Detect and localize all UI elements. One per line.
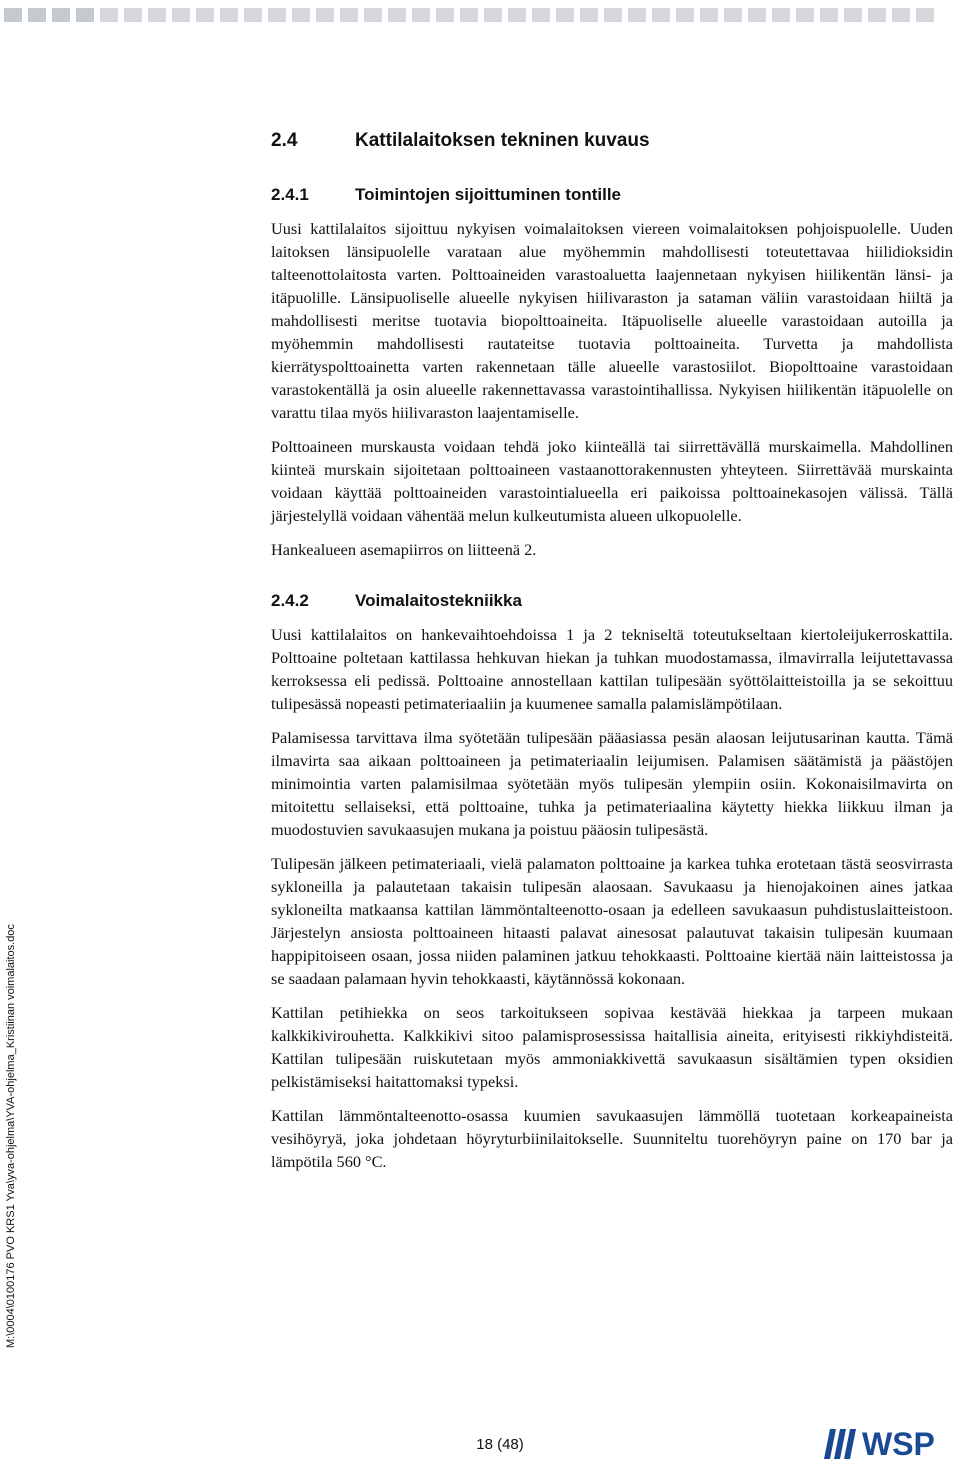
subsection-number: 2.4.2 xyxy=(271,591,309,610)
subsection-title: Toimintojen sijoittuminen tontille xyxy=(355,185,621,204)
section-heading xyxy=(271,130,953,152)
subsection-number: 2.4.1 xyxy=(271,185,309,204)
section-title: Kattilalaitoksen tekninen kuvaus xyxy=(355,130,650,151)
paragraph: Kattilan petihiekka on seos tarkoitukseen sopivaa kestävää hiekkaa ja tarpeen mukaan kalkkikivirouhetta. Kalkkikivi sitoo palamisprosessissa haitallisia aineita, erityisesti rikkiyhdisteitä. Kattilan tulipesään ruiskutetaan myös ammoniakkivettä savukaasun sisältämien typen oksidien pelkistämiseksi haitattomaksi typeksi. xyxy=(271,1003,953,1091)
document-body xyxy=(271,130,953,1173)
paragraph: Hankealueen asemapiirros on liitteenä 2. xyxy=(271,540,537,559)
page-number: 18 (48) xyxy=(476,1436,524,1453)
wsp-logo xyxy=(824,1424,956,1464)
paragraph: Uusi kattilalaitos sijoittuu nykyisen voimalaitoksen viereen voimalaitoksen pohjoispuolelle. Uuden laitoksen länsipuolelle varataan alue myöhemmin mahdollisesti toteutettavaa hiilidioksidin talteenottolaitosta varten. Polttoaineiden varastoaluetta laajennetaan nykyisen hiilikentän länsi- ja itäpuolille. Länsipuoliselle alueelle nykyisen hiilivaraston ja sataman väliin varastoidaan hiiltä ja mahdollisesti meritse tuotavia biopolttoaineita. Itäpuoliselle alueelle varastoidaan autoilla ja myöhemmin mahdollisesti rautateitse tuotavia polttoaineita. Turvetta ja mahdollista kierrätyspolttoainetta varten rakennetaan tälle alueelle varastosiilot. Biopolttoaine varastoidaan varastokentällä ja osin alueelle rakennettavassa varastointihallissa. Nykyisen hiilikentän itäpuolelle on varattu tilaa myös hiilivaraston laajentamiselle. xyxy=(271,219,953,422)
paragraph: Uusi kattilalaitos on hankevaihtoehdoissa 1 ja 2 tekniseltä toteutukseltaan kiertoleijukerroskattila. Polttoaine poltetaan kattilassa hehkuvan hiekan ja tuhkan muodostamassa, ilmavirralla leijutettavassa kerroksessa eli pedissä. Polttoaine annostellaan kattilan tulipesään syöttölaitteistoilla ja se sekoittuu tulipesässä nopeasti petimateriaaliin ja kuumenee samalla palamislämpötilaan. xyxy=(271,625,953,713)
subsection-heading-1 xyxy=(271,185,953,205)
header-decoration xyxy=(0,0,960,26)
subsection-heading-2 xyxy=(271,591,953,611)
paragraph: Tulipesän jälkeen petimateriaali, vielä palamaton polttoaine ja karkea tuhka erotetaan tästä seosvirrasta sykloneilla ja palautetaan takaisin tulipesän alaosaan. Savukaasu ja hienojakoinen aines jatkaa sykloneilta matkaansa kattilan lämmöntalteenotto-osaan ja edelleen savukaasun puhdistuslaitteistoon. Järjestelyn ansiosta polttoaineen hitaasti palavat ainesosat palautuvat takaisin tulipesän kuumaan happipitoiseen osaan, jossa niiden palaminen jatkuu tehokkaasti. Polttoaine kiertää näin laitteistossa ja se saadaan palamaan hyvin tehokkaasti, käytännössä kokonaan. xyxy=(271,854,953,988)
paragraph: Palamisessa tarvittava ilma syötetään tulipesään pääasiassa pesän alaosan leijutusarinan kautta. Tämä ilmavirta saa aikaan polttoaineen ja petimateriaalin leijumisen. Palamisen säätämistä ja päästöjen minimointia varten palamisilmaa syötetään myös tulipesän ylempiin osiin. Kokonaisilmavirta on mitoitettu sellaiseksi, että polttoaine, tuhka ja petimateriaalina käytetty hiekka liikkuu ilman ja muodostuvien savukaasujen mukana ja poistuu pääosin tulipesästä. xyxy=(271,728,953,839)
logo-text: WSP xyxy=(862,1425,935,1462)
file-path-label: M:\0004\0100176 PVO KRS1 Yva\yva-ohjelma\YVA-ohjelma_Kristiinan voimalaitos.doc xyxy=(5,924,17,1348)
section-number: 2.4 xyxy=(271,130,298,151)
subsection-title: Voimalaitostekniikka xyxy=(355,591,522,610)
paragraph: Kattilan lämmöntalteenotto-osassa kuumien savukaasujen lämmöllä tuotetaan korkeapaineista vesihöyryä, joka johdetaan höyryturbiinilaitokselle. Suunniteltu tuorehöyryn paine on 170 bar ja lämpötila 560 °C. xyxy=(271,1106,953,1171)
paragraph: Polttoaineen murskausta voidaan tehdä joko kiinteällä tai siirrettävällä murskaimella. Mahdollinen kiinteä murskain sijoitetaan polttoaineen vastaanottorakennusten yhteyteen. Siirrettävää murskainta voidaan käyttää polttoaineiden varastointialueella eri paikoissa polttoainekasojen välissä. Tällä järjestelyllä voidaan vähentää melun kulkeutumista alueen ulkopuolelle. xyxy=(271,437,953,525)
logo-mark-icon xyxy=(824,1429,858,1459)
